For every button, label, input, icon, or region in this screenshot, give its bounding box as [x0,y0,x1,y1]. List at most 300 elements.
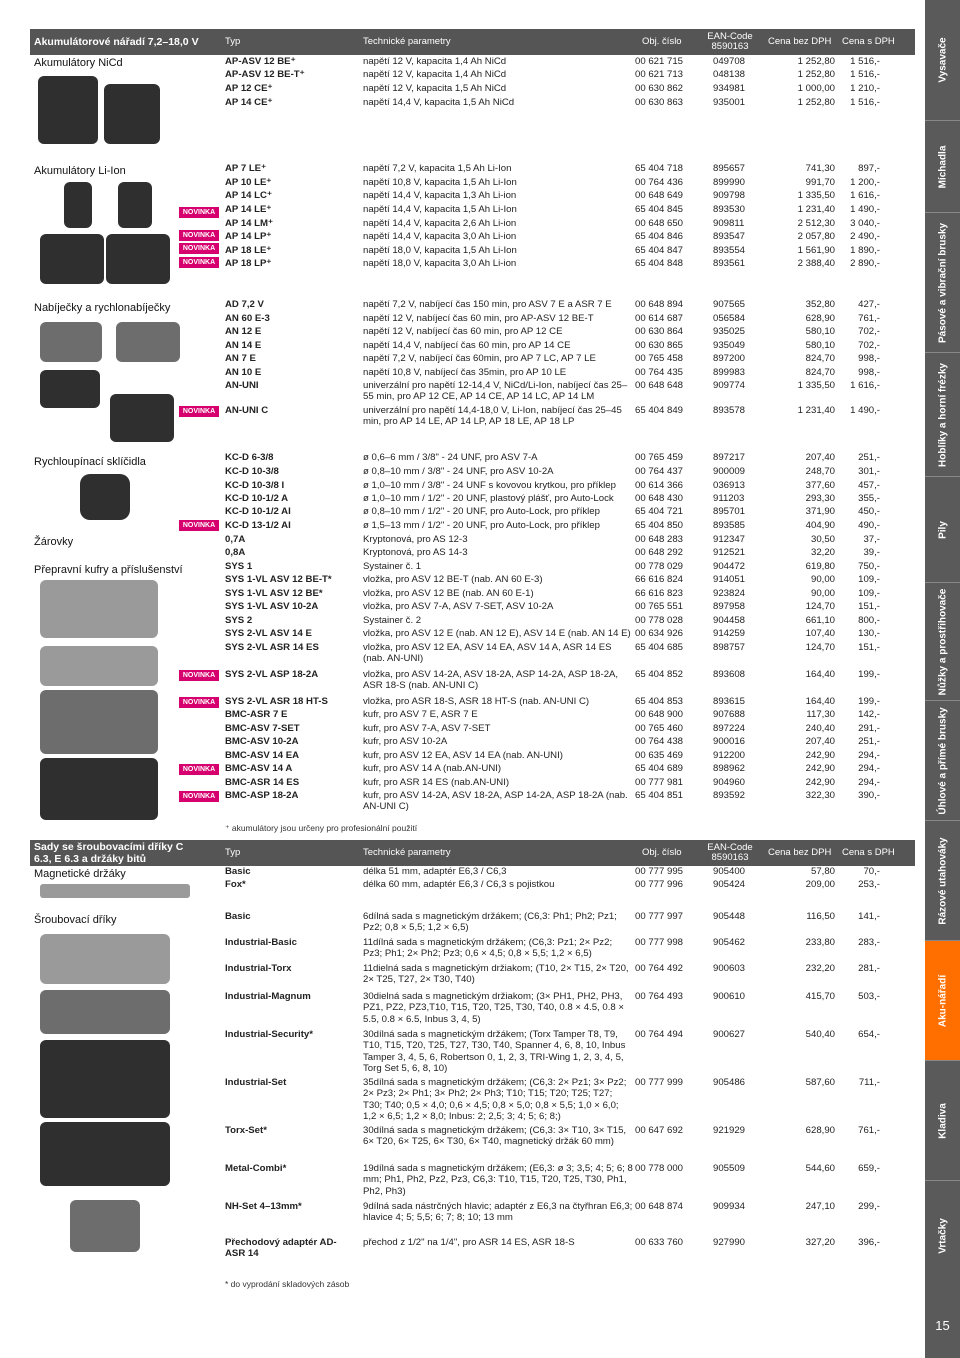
cell-gross: 761,- [858,1125,880,1136]
liion-battery-image-2 [118,182,152,228]
cell-gross: 396,- [858,1237,880,1248]
cell-typ: BMC-ASV 10-2A [225,736,299,747]
cell-obj: 00 634 926 [635,628,684,639]
cell-gross: 291,- [858,723,880,734]
cell-ean: 049708 [713,56,746,67]
cell-tech: vložka, pro ASV 12 E (nab. AN 12 E), ASV 14 E (nab. AN 14 E) [363,628,631,639]
cell-gross: 711,- [858,1077,880,1088]
cell-net: 90,00 [810,588,835,599]
footnote-stock: * do vyprodání skladových zásob [225,1279,350,1289]
cell-ean: 898962 [713,763,746,774]
cell-tech: Systainer č. 1 [363,561,422,572]
cell-gross: 70,- [863,866,880,877]
cell-net: 207,40 [805,736,835,747]
cell-ean: 907565 [713,299,746,310]
cell-obj: 00 647 692 [635,1125,684,1136]
cell-gross: 659,- [858,1163,880,1174]
cell-typ: AN 7 E [225,353,256,364]
cell-gross: 490,- [858,520,880,531]
cell-ean: 935025 [713,326,746,337]
cell-tech: napětí 12 V, kapacita 1,4 Ah NiCd [363,69,507,80]
cell-net: 587,60 [805,1077,835,1088]
cell-typ: BMC-ASP 18-2A [225,790,299,801]
cell-ean: 912200 [713,750,746,761]
col-ean [700,32,760,52]
side-tab[interactable] [925,700,960,821]
cell-tech: napětí 14,4 V, nabíjecí čas 60 min, pro AP 14 CE [363,340,571,351]
cell-net: 247,10 [805,1201,835,1212]
cell-gross: 450,- [858,506,880,517]
cell-net: 107,40 [805,628,835,639]
cell-typ: SYS 1-VL ASV 12 BE* [225,588,323,599]
cell-ean: 893547 [713,231,746,242]
cell-typ: BMC-ASV 7-SET [225,723,300,734]
cell-ean: 895701 [713,506,746,517]
cell-net: 242,90 [805,750,835,761]
cell-gross: 151,- [858,601,880,612]
cell-tech: ø 1,0–10 mm / 1/2" - 20 UNF, plastový plášť, pro Auto-Lock [363,493,614,504]
cell-typ: Basic [225,911,251,922]
cell-gross: 1 616,- [850,380,880,391]
cell-typ: AP 7 LE⁺ [225,163,267,174]
cell-typ: Fox* [225,879,246,890]
cell-tech: kufr, pro ASV 14 A (nab.AN-UNI) [363,763,502,774]
cell-tech: napětí 14,4 V, kapacita 3,0 Ah Li-ion [363,231,517,242]
col-ean-line2: 8590163 [711,852,749,863]
cell-net: 2 512,30 [797,218,835,229]
cell-obj: 00 614 366 [635,480,684,491]
cell-gross: 141,- [858,911,880,922]
cell-gross: 3 040,- [850,218,880,229]
col-tech-2: Technické parametry [363,847,451,858]
cell-typ: BMC-ASR 7 E [225,709,288,720]
cell-typ: KC-D 10-3/8 [225,466,279,477]
side-tab-label: Vysavače [937,37,948,83]
col-gross: Cena s DPH [842,36,895,47]
cell-net: 1 252,80 [797,56,835,67]
cell-gross: 251,- [858,452,880,463]
cell-net: 293,30 [805,493,835,504]
cell-obj: 00 764 492 [635,963,684,974]
cell-obj: 00 648 292 [635,547,684,558]
cell-gross: 702,- [858,340,880,351]
cell-ean: 911203 [713,493,745,504]
cell-tech: 19dílná sada s magnetickým držákem; (E6,3: ø 3; 3,5; 4; 5; 6; 8 mm; Ph1, Ph2, Pz2, Pz3, C6,3: T10, T15, T20, T25, T30, Ph1, Ph2, Ph3) [363,1163,633,1197]
novinka-badge: NOVINKA [179,670,219,681]
cell-typ: AD 7,2 V [225,299,264,310]
cell-obj: 00 777 981 [635,777,684,788]
category-cases: Přepravní kufry a příslušenství [34,564,183,576]
cell-net: 628,90 [805,1125,835,1136]
novinka-badge: NOVINKA [179,257,219,268]
cell-typ: AN 14 E [225,340,262,351]
side-tab[interactable] [925,0,960,120]
cell-tech: Systainer č. 2 [363,615,422,626]
bit-set-image-4 [40,1122,170,1186]
holder-image [40,884,190,898]
cell-tech: vložka, pro ASV 14-2A, ASV 18-2A, ASP 14-2A, ASP 18-2A, ASR 18-S (nab. AN-UNI C) [363,669,619,692]
cell-tech: délka 60 mm, adaptér E6,3 / C6,3 s pojistkou [363,879,555,890]
cell-obj: 00 777 995 [635,866,684,877]
side-tab[interactable] [925,212,960,353]
cell-tech: ø 0,8–10 mm / 1/2" - 20 UNF, pro Auto-Lock, pro příklep [363,506,600,517]
cell-typ: BMC-ASR 14 ES [225,777,300,788]
bit-set-image-2 [40,990,170,1034]
side-tab-label: Hoblíky a horní frézky [937,363,948,467]
cell-ean: 934981 [713,83,746,94]
cell-net: 117,30 [806,709,835,720]
cell-obj: 00 778 028 [635,615,684,626]
cell-tech: Kryptonová, pro AS 12-3 [363,534,468,545]
cell-net: 232,20 [805,963,835,974]
cell-obj: 00 633 760 [635,1237,684,1248]
cell-obj: 66 616 824 [635,574,684,585]
cell-tech: Kryptonová, pro AS 14-3 [363,547,468,558]
cell-tech: 30dielná sada s magnetickým držiakom; (3× PH1, PH2, PH3, PZ1, PZ2, PZ3,T10, T15, T20, T25, T30, T40, 0.8 × 4.5, 0.8 × 5.5, 0.8 × 6.5, Inbus 3, 4, 5) [363,991,624,1025]
cell-ean: 927990 [713,1237,746,1248]
cell-tech: vložka, pro ASV 12 BE-T (nab. AN 60 E-3) [363,574,543,585]
cell-typ: AN 12 E [225,326,262,337]
cell-tech: přechod z 1/2" na 1/4", pro ASR 14 ES, ASR 18-S [363,1237,575,1248]
cell-obj: 00 648 430 [635,493,684,504]
cell-gross: 457,- [858,480,880,491]
cell-ean: 914051 [713,574,746,585]
cell-obj: 65 404 689 [635,763,684,774]
cell-typ: Industrial-Security* [225,1029,313,1040]
cell-tech: kufr, pro ASV 7-A, ASV 7-SET [363,723,491,734]
cell-net: 209,00 [805,879,835,890]
novinka-badge: NOVINKA [179,520,219,531]
cell-typ: BMC-ASV 14 A [225,763,293,774]
cell-net: 164,40 [805,696,835,707]
cell-net: 30,50 [810,534,835,545]
systainer-image [40,580,158,638]
table-header [30,29,915,55]
cell-typ: 0,7A [225,534,246,545]
cell-ean: 905462 [713,937,746,948]
cell-typ: Metal-Combi* [225,1163,287,1174]
cell-typ: SYS 2-VL ASR 18 HT-S [225,696,328,707]
cell-net: 116,50 [806,911,835,922]
cell-obj: 00 630 862 [635,83,684,94]
cell-typ: Industrial-Basic [225,937,297,948]
category-holders: Magnetické držáky [34,868,126,880]
col-ean-line2: 8590163 [711,41,749,52]
cell-tech: kufr, pro ASV 14-2A, ASV 18-2A, ASP 14-2A, ASP 18-2A (nab. AN-UNI C) [363,790,628,813]
cell-net: 233,80 [805,937,835,948]
cell-obj: 65 404 846 [635,231,684,242]
cell-ean: 900603 [713,963,746,974]
col-type-2: Typ [225,847,241,858]
cell-gross: 251,- [858,736,880,747]
cell-net: 1 231,40 [797,204,835,215]
cell-net: 32,20 [810,547,835,558]
side-tab-label: Pásové a vibrační brusky [937,222,948,344]
cell-net: 580,10 [805,326,835,337]
cell-typ: Industrial-Torx [225,963,292,974]
cell-gross: 427,- [858,299,880,310]
cell-typ: AP 18 LP⁺ [225,258,272,269]
charger-image-2 [116,322,180,362]
cell-tech: 11dielná sada s magnetickým držiakom; (T10, 2× T15, 2× T20, 2× T25, T27, 2× T30, T40) [363,963,629,986]
cell-tech: napětí 14,4 V, kapacita 1,3 Ah Li-ion [363,190,517,201]
side-tab[interactable] [925,476,960,583]
cell-obj: 65 404 685 [635,642,684,653]
cell-net: 248,70 [805,466,835,477]
cell-typ: AP-ASV 12 BE⁺ [225,56,296,67]
cell-gross: 998,- [858,367,880,378]
cell-ean: 900610 [713,991,746,1002]
cell-gross: 109,- [858,574,880,585]
cell-ean: 909811 [713,218,745,229]
side-tab[interactable] [925,352,960,477]
cell-gross: 800,- [858,615,880,626]
case-image [40,758,158,820]
cell-tech: napětí 7,2 V, kapacita 1,5 Ah Li-Ion [363,163,512,174]
cell-obj: 00 764 436 [635,177,684,188]
cell-ean: 900016 [713,736,746,747]
side-tab[interactable] [925,1180,960,1291]
cell-tech: kufr, pro ASV 7 E, ASR 7 E [363,709,478,720]
cell-gross: 294,- [858,763,880,774]
cell-obj: 65 404 849 [635,405,684,416]
bit-set-image-3 [40,1040,170,1118]
side-tab[interactable] [925,820,960,941]
footnote-professional: ⁺ akumulátory jsou určeny pro profesionální použití [225,823,418,833]
cell-gross: 199,- [858,669,880,680]
side-tab[interactable] [925,582,960,701]
cell-tech: 9dílná sada nástrčných hlavic; adaptér z E6,3 na čtyřhran E6,3; hlavice 4; 5; 5,5; 6; 7; 8; 10; 13 mm [363,1201,633,1224]
cell-typ: Torx-Set* [225,1125,267,1136]
cell-typ: Basic [225,866,251,877]
cell-typ: KC-D 6-3/8 [225,452,274,463]
side-tab[interactable] [925,940,960,1061]
cell-typ: SYS 2 [225,615,253,626]
charger-image-3 [40,370,100,408]
col-obj: Obj. číslo [642,36,682,47]
cell-typ: SYS 1 [225,561,253,572]
col-ean-line1: EAN-Code [707,842,753,853]
cell-ean: 897217 [713,452,746,463]
cell-gross: 130,- [858,628,880,639]
side-tab[interactable] [925,1060,960,1181]
cell-typ: AP 12 CE⁺ [225,83,273,94]
cell-gross: 1 516,- [850,97,880,108]
cell-obj: 00 765 551 [635,601,684,612]
cell-tech: 30dílná sada s magnetickým držákem; (Torx Tamper T8, T9, T10, T15, T20, T25, T27, T30, T40, Spanner 4, 6, 8, 10, Inbus Tamper 3, 4, 5, 6, Robertson 0, 1, 2, 3, TRI-Wing 1, 2, 3, 4, 5, Torg Set 5, 6, 8, 10) [363,1029,626,1075]
cell-gross: 294,- [858,750,880,761]
cell-net: 124,70 [805,601,835,612]
cell-obj: 00 614 687 [635,313,684,324]
cell-net: 371,90 [805,506,835,517]
cell-obj: 00 765 458 [635,353,684,364]
cell-gross: 654,- [858,1029,880,1040]
cell-net: 544,60 [805,1163,835,1174]
cell-gross: 1 516,- [850,69,880,80]
cell-ean: 904472 [713,561,746,572]
cell-typ: KC-D 10-3/8 I [225,480,285,491]
cell-typ: AP 14 LC⁺ [225,190,273,201]
cell-tech: napětí 12 V, nabíjecí čas 60 min, pro AP 12 CE [363,326,563,337]
cell-obj: 65 404 847 [635,245,684,256]
side-tab-label: Pily [937,521,948,539]
cell-typ: AP 10 LE⁺ [225,177,272,188]
section-title-2: Sady se šroubovacími dříky C 6.3, E 6.3 a držáky bitů [34,841,184,865]
cell-net: 415,70 [805,991,835,1002]
cell-gross: 1 200,- [850,177,880,188]
cell-gross: 1 490,- [850,405,880,416]
cell-obj: 65 404 851 [635,790,684,801]
cell-tech: ø 0,8–10 mm / 3/8" - 24 UNF, pro ASV 10-2A [363,466,554,477]
cell-net: 1 335,50 [797,190,835,201]
cell-obj: 00 765 460 [635,723,684,734]
cell-tech: napětí 18,0 V, kapacita 1,5 Ah Li-Ion [363,245,517,256]
cell-net: 1 252,80 [797,69,835,80]
cell-obj: 00 630 864 [635,326,684,337]
cell-net: 164,40 [805,669,835,680]
cell-net: 124,70 [805,642,835,653]
chuck-image [80,474,130,520]
cell-ean: 893615 [713,696,746,707]
side-tab-label: Úhlové a přímé brusky [937,707,948,815]
cell-net: 824,70 [805,367,835,378]
cell-ean: 036913 [713,480,746,491]
cell-ean: 923824 [713,588,746,599]
cell-net: 57,80 [810,866,835,877]
cell-gross: 37,- [863,534,880,545]
cell-obj: 65 404 718 [635,163,684,174]
cell-tech: kufr, pro ASV 10-2A [363,736,448,747]
cell-ean: 895657 [713,163,746,174]
cell-gross: 2 490,- [850,231,880,242]
cell-net: 741,30 [805,163,835,174]
col-net: Cena bez DPH [768,36,832,47]
cell-tech: ø 1,0–10 mm / 3/8" - 24 UNF s kovovou krytkou, pro příklep [363,480,616,491]
cell-ean: 893530 [713,204,746,215]
cell-gross: 199,- [858,696,880,707]
cell-gross: 281,- [858,963,880,974]
cell-gross: 702,- [858,326,880,337]
col-gross-2: Cena s DPH [842,847,895,858]
category-chargers: Nabíječky a rychlonabíječky [34,302,171,314]
novinka-badge: NOVINKA [179,230,219,241]
cell-net: 1 561,90 [797,245,835,256]
novinka-badge: NOVINKA [179,764,219,775]
cell-gross: 294,- [858,777,880,788]
novinka-badge: NOVINKA [179,243,219,254]
cell-net: 240,40 [805,723,835,734]
cell-net: 628,90 [805,313,835,324]
cell-gross: 109,- [858,588,880,599]
cell-net: 1 252,80 [797,97,835,108]
cell-obj: 00 635 469 [635,750,684,761]
cell-obj: 00 765 459 [635,452,684,463]
cell-obj: 00 648 283 [635,534,684,545]
cell-obj: 00 764 437 [635,466,684,477]
cell-typ: AP 14 CE⁺ [225,97,273,108]
cell-typ: Industrial-Set [225,1077,287,1088]
cell-net: 1 231,40 [797,405,835,416]
cell-tech: 6dílná sada s magnetickým držákem; (C6,3: Ph1; Ph2; Pz1; Pz2; 0,8 × 5,5; 1,2 × 6,5) [363,911,617,934]
cell-tech: délka 51 mm, adaptér E6,3 / C6,3 [363,866,507,877]
cell-gross: 998,- [858,353,880,364]
category-bits: Šroubovací dříky [34,914,117,926]
cell-ean: 921929 [713,1125,746,1136]
cell-gross: 142,- [858,709,880,720]
nicd-battery-image [38,76,98,144]
liion-pack-image [40,234,104,284]
cell-tech: napětí 10,8 V, kapacita 1,5 Ah Li-Ion [363,177,517,188]
side-tab[interactable] [925,120,960,213]
cell-ean: 912521 [713,547,746,558]
cell-net: 90,00 [810,574,835,585]
cell-ean: 893561 [713,258,746,269]
cell-obj: 00 777 999 [635,1077,684,1088]
cell-ean: 898757 [713,642,746,653]
cell-gross: 1 516,- [850,56,880,67]
cell-obj: 00 764 438 [635,736,684,747]
cell-net: 242,90 [805,777,835,788]
cell-tech: napětí 12 V, nabíjecí čas 60 min, pro AP-ASV 12 BE-T [363,313,594,324]
cell-typ: SYS 1-VL ASV 12 BE-T* [225,574,332,585]
cell-gross: 1 490,- [850,204,880,215]
cell-obj: 00 778 000 [635,1163,684,1174]
cell-typ: SYS 1-VL ASV 10-2A [225,601,319,612]
cell-typ: Přechodový adaptér AD-ASR 14 [225,1237,337,1260]
cell-tech: 35dílná sada s magnetickým držákem; (C6,3: 2× Pz1; 3× Pz2; 2× Pz3; 2× Ph1; 3× Ph2; 2× Ph3; T10; T15; T20; T25; T27; T30; T40; 0,5 × 4,0; 0,6 × 4,5; 0,8 × 5,0; 0,8 × 5,5; 1,0 × 6,0; 1,2 × 6,5; 1,2 × 8,0; Inbus: 2; 2,5; 3; 4; 5; 6; 8;) [363,1077,627,1123]
col-ean-line1: EAN-Code [707,31,753,42]
cell-gross: 355,- [858,493,880,504]
cell-obj: 00 777 996 [635,879,684,890]
cell-gross: 301,- [858,466,880,477]
cell-ean: 935049 [713,340,746,351]
cell-ean: 905509 [713,1163,746,1174]
liion-pack-image-2 [106,234,170,284]
cell-tech: napětí 10,8 V, nabíjecí čas 35min, pro AP 10 LE [363,367,567,378]
systainer-image-3 [40,690,158,754]
systainer-image-2 [40,646,158,686]
cell-ean: 905424 [713,879,746,890]
cell-ean: 893592 [713,790,746,801]
cell-gross: 283,- [858,937,880,948]
cell-obj: 00 778 029 [635,561,684,572]
cell-gross: 1 890,- [850,245,880,256]
cell-ean: 905400 [713,866,746,877]
cell-net: 2 057,80 [797,231,835,242]
cell-net: 404,90 [805,520,835,531]
cell-ean: 935001 [713,97,746,108]
cell-obj: 00 648 650 [635,218,684,229]
cell-gross: 1 616,- [850,190,880,201]
cell-obj: 65 404 845 [635,204,684,215]
cell-net: 242,90 [805,763,835,774]
cell-tech: napětí 14,4 V, kapacita 2,6 Ah Li-ion [363,218,517,229]
cell-obj: 00 764 493 [635,991,684,1002]
cell-tech: vložka, pro ASV 12 EA, ASV 14 EA, ASV 14 A, ASR 14 ES (nab. AN-UNI) [363,642,612,665]
cell-obj: 00 630 863 [635,97,684,108]
cell-net: 207,40 [805,452,835,463]
bit-set-image [40,934,170,984]
cell-typ: KC-D 13-1/2 AI [225,520,291,531]
cell-obj: 65 404 848 [635,258,684,269]
side-tab-label: Aku-nářadí [937,974,948,1028]
cell-ean: 909774 [713,380,746,391]
cell-typ: SYS 2-VL ASP 18-2A [225,669,319,680]
liion-battery-image [64,182,92,228]
cell-tech: kufr, pro ASV 12 EA, ASV 14 EA (nab. AN-UNI) [363,750,563,761]
cell-net: 824,70 [805,353,835,364]
cell-typ: AP-ASV 12 BE-T⁺ [225,69,305,80]
